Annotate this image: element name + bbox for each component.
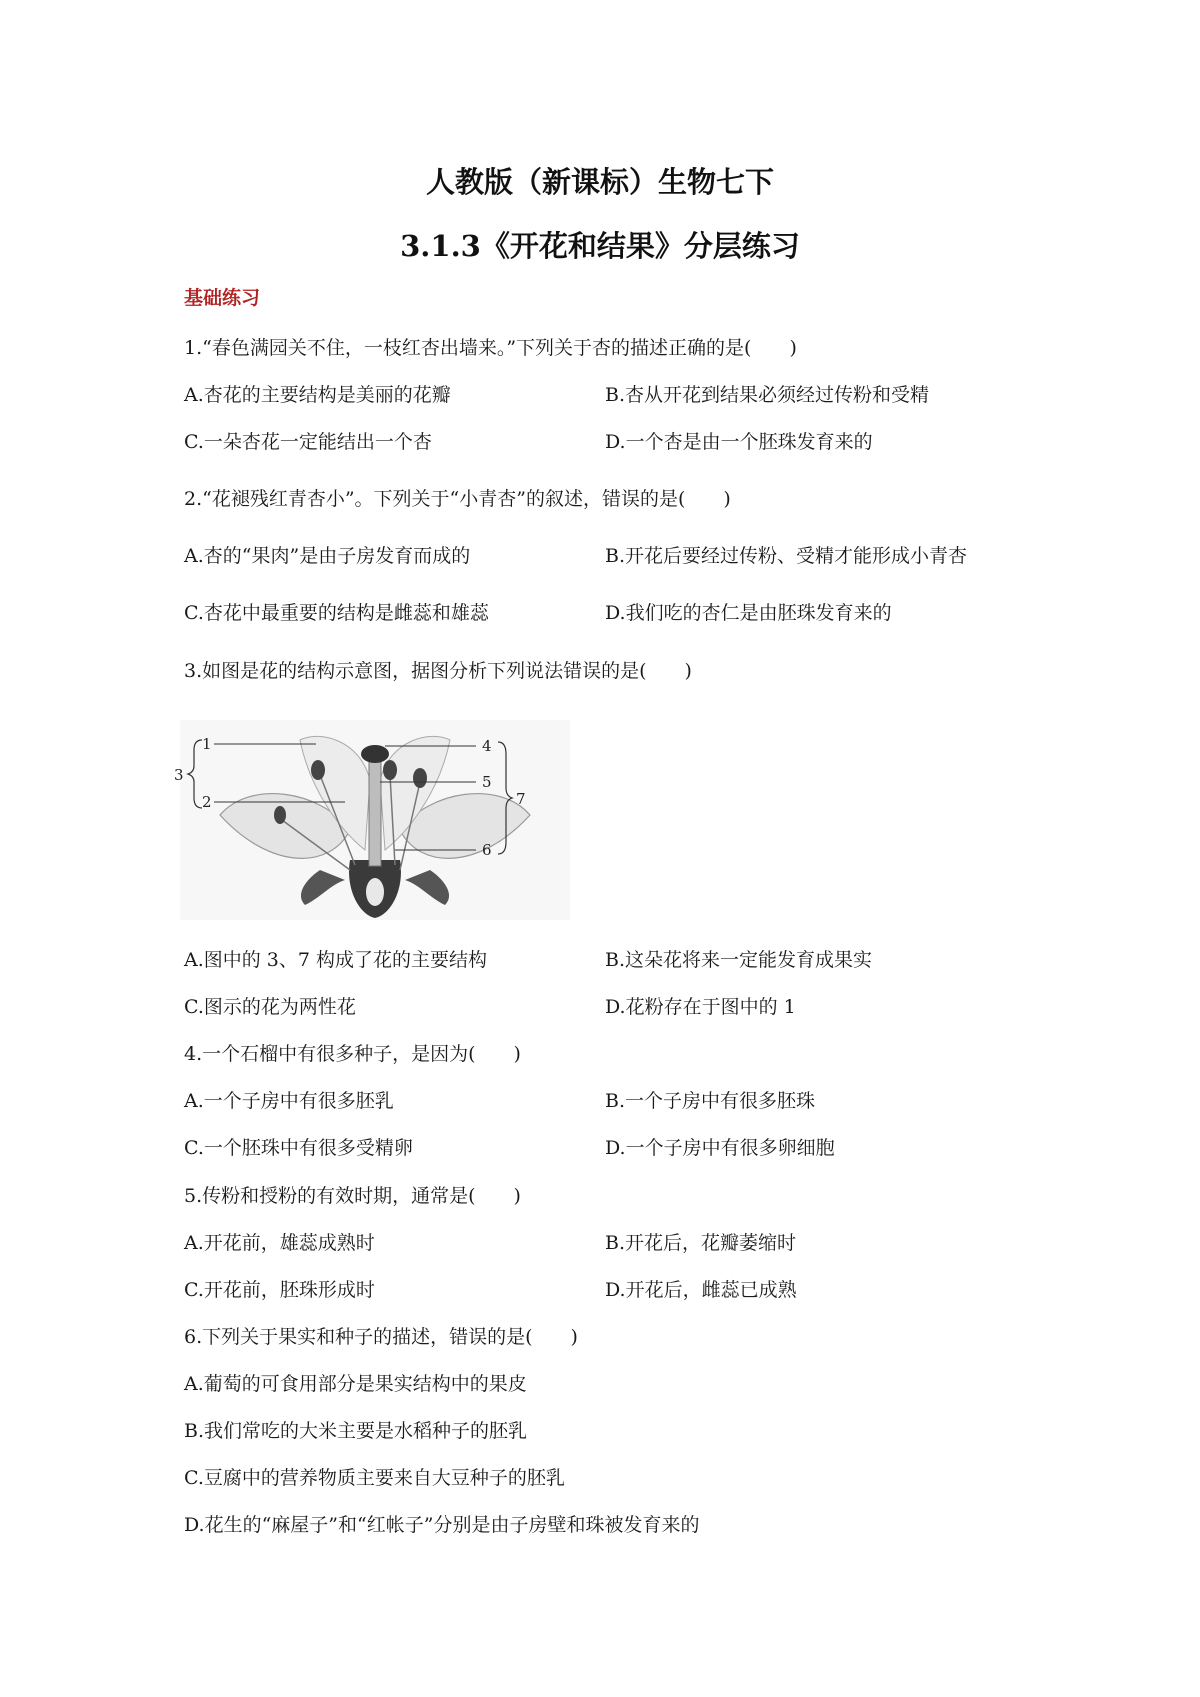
style-shape [369, 758, 381, 866]
figure-label-2: 2 [202, 793, 212, 811]
question-5-option-d: D.开花后，雌蕊已成熟 [605, 1279, 797, 1301]
question-6-option-b: B.我们常吃的大米主要是水稻种子的胚乳 [184, 1420, 528, 1442]
section-label-basic: 基础练习 [184, 287, 261, 309]
question-4-option-d: D.一个子房中有很多卵细胞 [605, 1137, 835, 1159]
question-6-option-d: D.花生的“麻屋子”和“红帐子”分别是由子房壁和珠被发育来的 [184, 1514, 700, 1536]
question-1-option-b: B.杏从开花到结果必须经过传粉和受精 [605, 384, 930, 406]
figure-label-4: 4 [482, 737, 492, 755]
question-1-option-d: D.一个杏是由一个胚珠发育来的 [605, 431, 873, 453]
question-3-stem: 3.如图是花的结构示意图，据图分析下列说法错误的是( ) [184, 660, 692, 682]
figure-label-7: 7 [516, 790, 526, 808]
question-3-option-b: B.这朵花将来一定能发育成果实 [605, 949, 873, 971]
question-4-option-a: A.一个子房中有很多胚乳 [184, 1090, 394, 1112]
question-6-option-a: A.葡萄的可食用部分是果实结构中的果皮 [184, 1373, 527, 1395]
question-2-option-a: A.杏的“果肉”是由子房发育而成的 [184, 545, 471, 567]
question-4-option-c: C.一个胚珠中有很多受精卵 [184, 1137, 413, 1159]
question-1-option-c: C.一朵杏花一定能结出一个杏 [184, 431, 432, 453]
flower-structure-diagram [174, 720, 570, 920]
question-5-option-c: C.开花前，胚珠形成时 [184, 1279, 375, 1301]
question-2-option-c: C.杏花中最重要的结构是雌蕊和雄蕊 [184, 602, 489, 624]
question-5-stem: 5.传粉和授粉的有效时期，通常是( ) [184, 1185, 521, 1207]
question-3-option-c: C.图示的花为两性花 [184, 996, 356, 1018]
ovule-shape [366, 878, 384, 906]
question-2-option-d: D.我们吃的杏仁是由胚珠发育来的 [605, 602, 892, 624]
anther-right [383, 760, 397, 780]
figure-label-5: 5 [482, 773, 492, 791]
question-4-option-b: B.一个子房中有很多胚珠 [605, 1090, 816, 1112]
question-3-option-a: A.图中的 3、7 构成了花的主要结构 [184, 949, 488, 971]
question-2-stem: 2.“花褪残红青杏小”。下列关于“小青杏”的叙述，错误的是( ) [184, 488, 731, 510]
question-5-option-a: A.开花前，雄蕊成熟时 [184, 1232, 375, 1254]
question-1-stem: 1.“春色满园关不住，一枝红杏出墙来。”下列关于杏的描述正确的是( ) [184, 337, 797, 359]
page-title-line1: 人教版（新课标）生物七下 [425, 165, 774, 199]
question-1-option-a: A.杏花的主要结构是美丽的花瓣 [184, 384, 451, 406]
figure-label-1: 1 [202, 735, 212, 753]
question-2-option-b: B.开花后要经过传粉、受精才能形成小青杏 [605, 545, 968, 567]
figure-label-3: 3 [174, 766, 184, 784]
question-6-stem: 6.下列关于果实和种子的描述，错误的是( ) [184, 1326, 578, 1348]
anther-left [311, 760, 325, 780]
question-3-option-d: D.花粉存在于图中的 1 [605, 996, 796, 1018]
question-4-stem: 4.一个石榴中有很多种子，是因为( ) [184, 1043, 521, 1065]
anther-right-2 [413, 768, 427, 788]
figure-label-6: 6 [482, 841, 492, 859]
page-title-line2: 3.1.3《开花和结果》分层练习 [400, 229, 800, 263]
question-6-option-c: C.豆腐中的营养物质主要来自大豆种子的胚乳 [184, 1467, 565, 1489]
question-5-option-b: B.开花后，花瓣萎缩时 [605, 1232, 797, 1254]
anther-left-2 [274, 806, 286, 824]
stigma-shape [361, 745, 389, 763]
